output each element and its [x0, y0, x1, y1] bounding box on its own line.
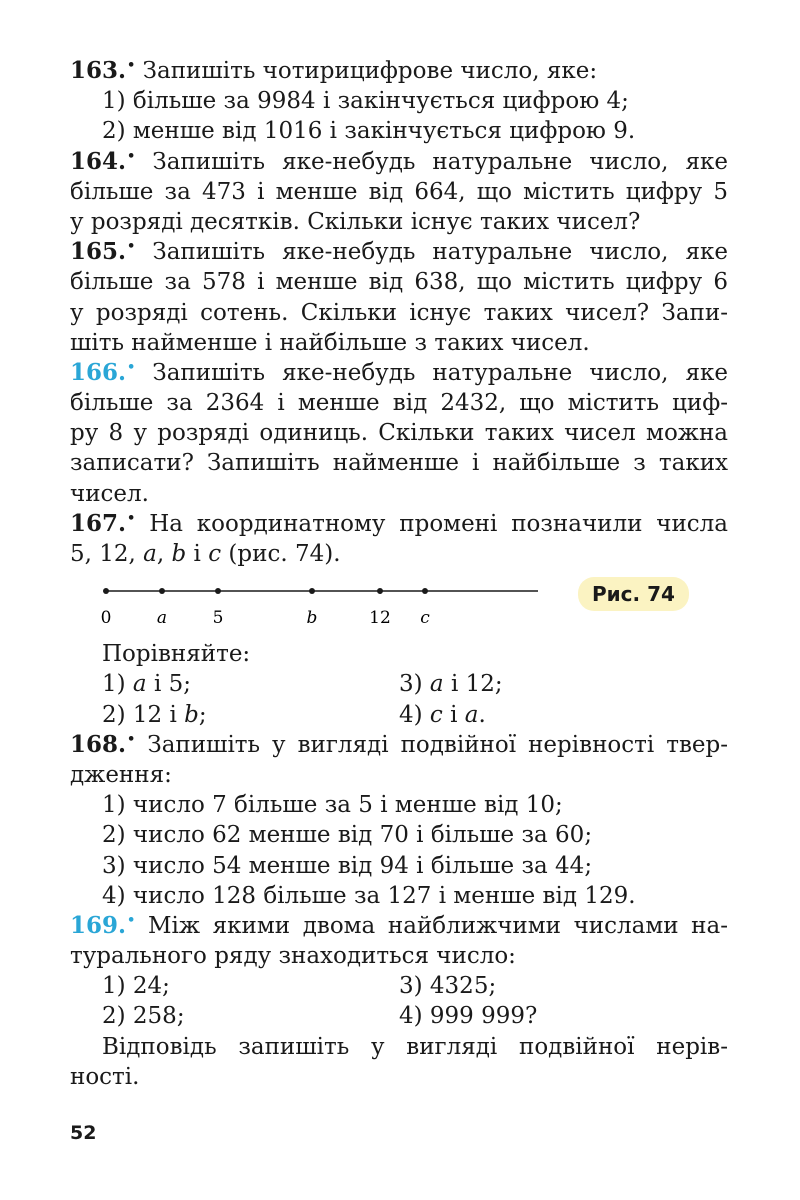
text: 5, 12, — [70, 541, 144, 567]
point-0 — [103, 588, 109, 594]
problem-text: На координатному промені позначили числа — [149, 510, 729, 537]
text: , — [156, 541, 172, 567]
problem-169-line-2: турального ряду знаходиться число: — [70, 943, 516, 970]
difficulty-mark-icon: • — [127, 359, 136, 375]
point-5 — [215, 588, 221, 594]
variable: b — [184, 701, 199, 728]
problem-169-row-2 — [70, 1001, 728, 1031]
text: і 12; — [443, 671, 503, 698]
text: 2) 12 і — [102, 701, 185, 728]
variable-b: b — [171, 541, 187, 567]
problem-169-answer-line-1: Відповідь запишіть у вигляді подвійної нерів- — [102, 1033, 728, 1060]
problem-text: Між якими двома найближчими числами на- — [147, 912, 728, 939]
problem-163-line-1 — [70, 56, 728, 86]
problem-169-item-4: 4) 999 999? — [399, 1003, 538, 1030]
textbook-page — [70, 56, 728, 1092]
problem-167-line-1 — [70, 509, 728, 539]
difficulty-mark-icon: • — [127, 239, 136, 255]
problem-number-169: 169. — [70, 911, 127, 939]
label-a: a — [156, 608, 168, 629]
problem-number-166: 166. — [70, 358, 127, 386]
difficulty-mark-icon: • — [127, 148, 136, 164]
text: і — [442, 701, 465, 728]
text: ; — [198, 701, 207, 728]
text: (рис. 74). — [221, 541, 341, 567]
problem-168-item-2: 2) число 62 менше від 70 і більше за 60; — [102, 822, 593, 849]
problem-165-line-4: шіть найменше і найбільше з таких чисел. — [70, 329, 590, 356]
problem-text: Запишіть яке-небудь натуральне число, яке — [152, 239, 728, 266]
label-12: 12 — [369, 608, 391, 629]
problem-163-item-2: 2) менше від 1016 і закінчується цифрою 9. — [102, 118, 636, 145]
problem-169-item-3: 3) 4325; — [399, 973, 497, 1000]
text: 3) — [399, 671, 430, 698]
problem-text: Запишіть чотирицифрове число, яке: — [142, 58, 598, 84]
problem-169-item-1: 1) 24; — [102, 973, 170, 1000]
problem-text: Запишіть яке-небудь натуральне число, яке — [152, 148, 728, 175]
compare-item-3 — [399, 669, 503, 699]
difficulty-mark-icon: • — [127, 58, 136, 73]
label-5: 5 — [212, 608, 224, 629]
problem-168-line-1 — [70, 730, 728, 760]
problem-164-line-1 — [70, 147, 728, 177]
problem-169-line-1 — [70, 911, 728, 941]
problem-number-165: 165. — [70, 238, 127, 266]
problem-number-168: 168. — [70, 730, 127, 758]
problem-166-line-2: більше за 2364 і менше від 2432, що містить циф- — [70, 390, 728, 417]
problem-number-163: 163. — [70, 57, 127, 84]
variable-a: a — [143, 541, 157, 567]
compare-item-4 — [399, 700, 486, 730]
text: і 5; — [146, 671, 192, 698]
text: і — [186, 541, 209, 567]
text: 4) — [399, 701, 430, 728]
difficulty-mark-icon: • — [127, 912, 136, 928]
variable: c — [429, 701, 443, 728]
problem-169-item-2: 2) 258; — [102, 1003, 185, 1030]
point-c — [422, 588, 428, 594]
text: . — [478, 701, 486, 728]
variable: a — [132, 671, 147, 698]
problem-169-row-1 — [70, 971, 728, 1001]
point-a — [159, 588, 165, 594]
label-b: b — [306, 608, 318, 629]
problem-167-row-2 — [70, 700, 728, 730]
problem-169-answer-line-2: ності. — [70, 1063, 140, 1090]
problem-166-line-1 — [70, 358, 728, 388]
problem-168-line-2: дження: — [70, 761, 172, 788]
problem-167-row-1 — [70, 669, 728, 699]
problem-168-item-1: 1) число 7 більше за 5 і менше від 10; — [102, 792, 563, 819]
label-c: c — [420, 608, 430, 629]
problem-165-line-2: більше за 578 і менше від 638, що містить цифру 6 — [70, 269, 728, 296]
compare-item-1 — [102, 669, 399, 699]
problem-text: Запишіть яке-небудь натуральне число, яке — [152, 359, 728, 386]
label-0: 0 — [100, 608, 112, 629]
variable-c: c — [208, 541, 222, 567]
problem-166-line-3: ру 8 у розряді одиниць. Скільки таких чисел можна — [70, 420, 728, 447]
problem-168-item-3: 3) число 54 менше від 94 і більше за 44; — [102, 852, 593, 879]
compare-item-2 — [102, 700, 399, 730]
variable: a — [429, 671, 444, 698]
problem-165-line-3: у розряді сотень. Скільки існує таких чисел? Запи- — [70, 299, 728, 326]
problem-164-line-3: у розряді десятків. Скільки існує таких чисел? — [70, 208, 641, 235]
problem-number-167: 167. — [70, 509, 127, 537]
problem-164-line-2: більше за 473 і менше від 664, що містить цифру 5 — [70, 178, 728, 205]
problem-number-164: 164. — [70, 147, 127, 175]
problem-165-line-1 — [70, 237, 728, 267]
problem-166-line-5: чисел. — [70, 480, 149, 507]
figure-74 — [70, 569, 728, 639]
figure-caption: Рис. 74 — [578, 577, 689, 611]
difficulty-mark-icon: • — [127, 731, 136, 747]
problem-167-line-2 — [70, 539, 728, 569]
problem-163-item-1: 1) більше за 9984 і закінчується цифрою 4; — [102, 88, 629, 115]
problem-167-compare: Порівняйте: — [102, 641, 251, 668]
problem-168-item-4: 4) число 128 більше за 127 і менше від 129. — [102, 882, 636, 909]
difficulty-mark-icon: • — [127, 510, 136, 526]
problem-166-line-4: записати? Запишіть найменше і найбільше з таких — [70, 450, 728, 477]
variable: a — [464, 701, 479, 728]
problem-text: Запишіть у вигляді подвійної нерівності твер- — [147, 731, 728, 758]
page-number: 52 — [70, 1122, 97, 1144]
text: 1) — [102, 671, 133, 698]
point-b — [309, 588, 315, 594]
point-12 — [377, 588, 383, 594]
